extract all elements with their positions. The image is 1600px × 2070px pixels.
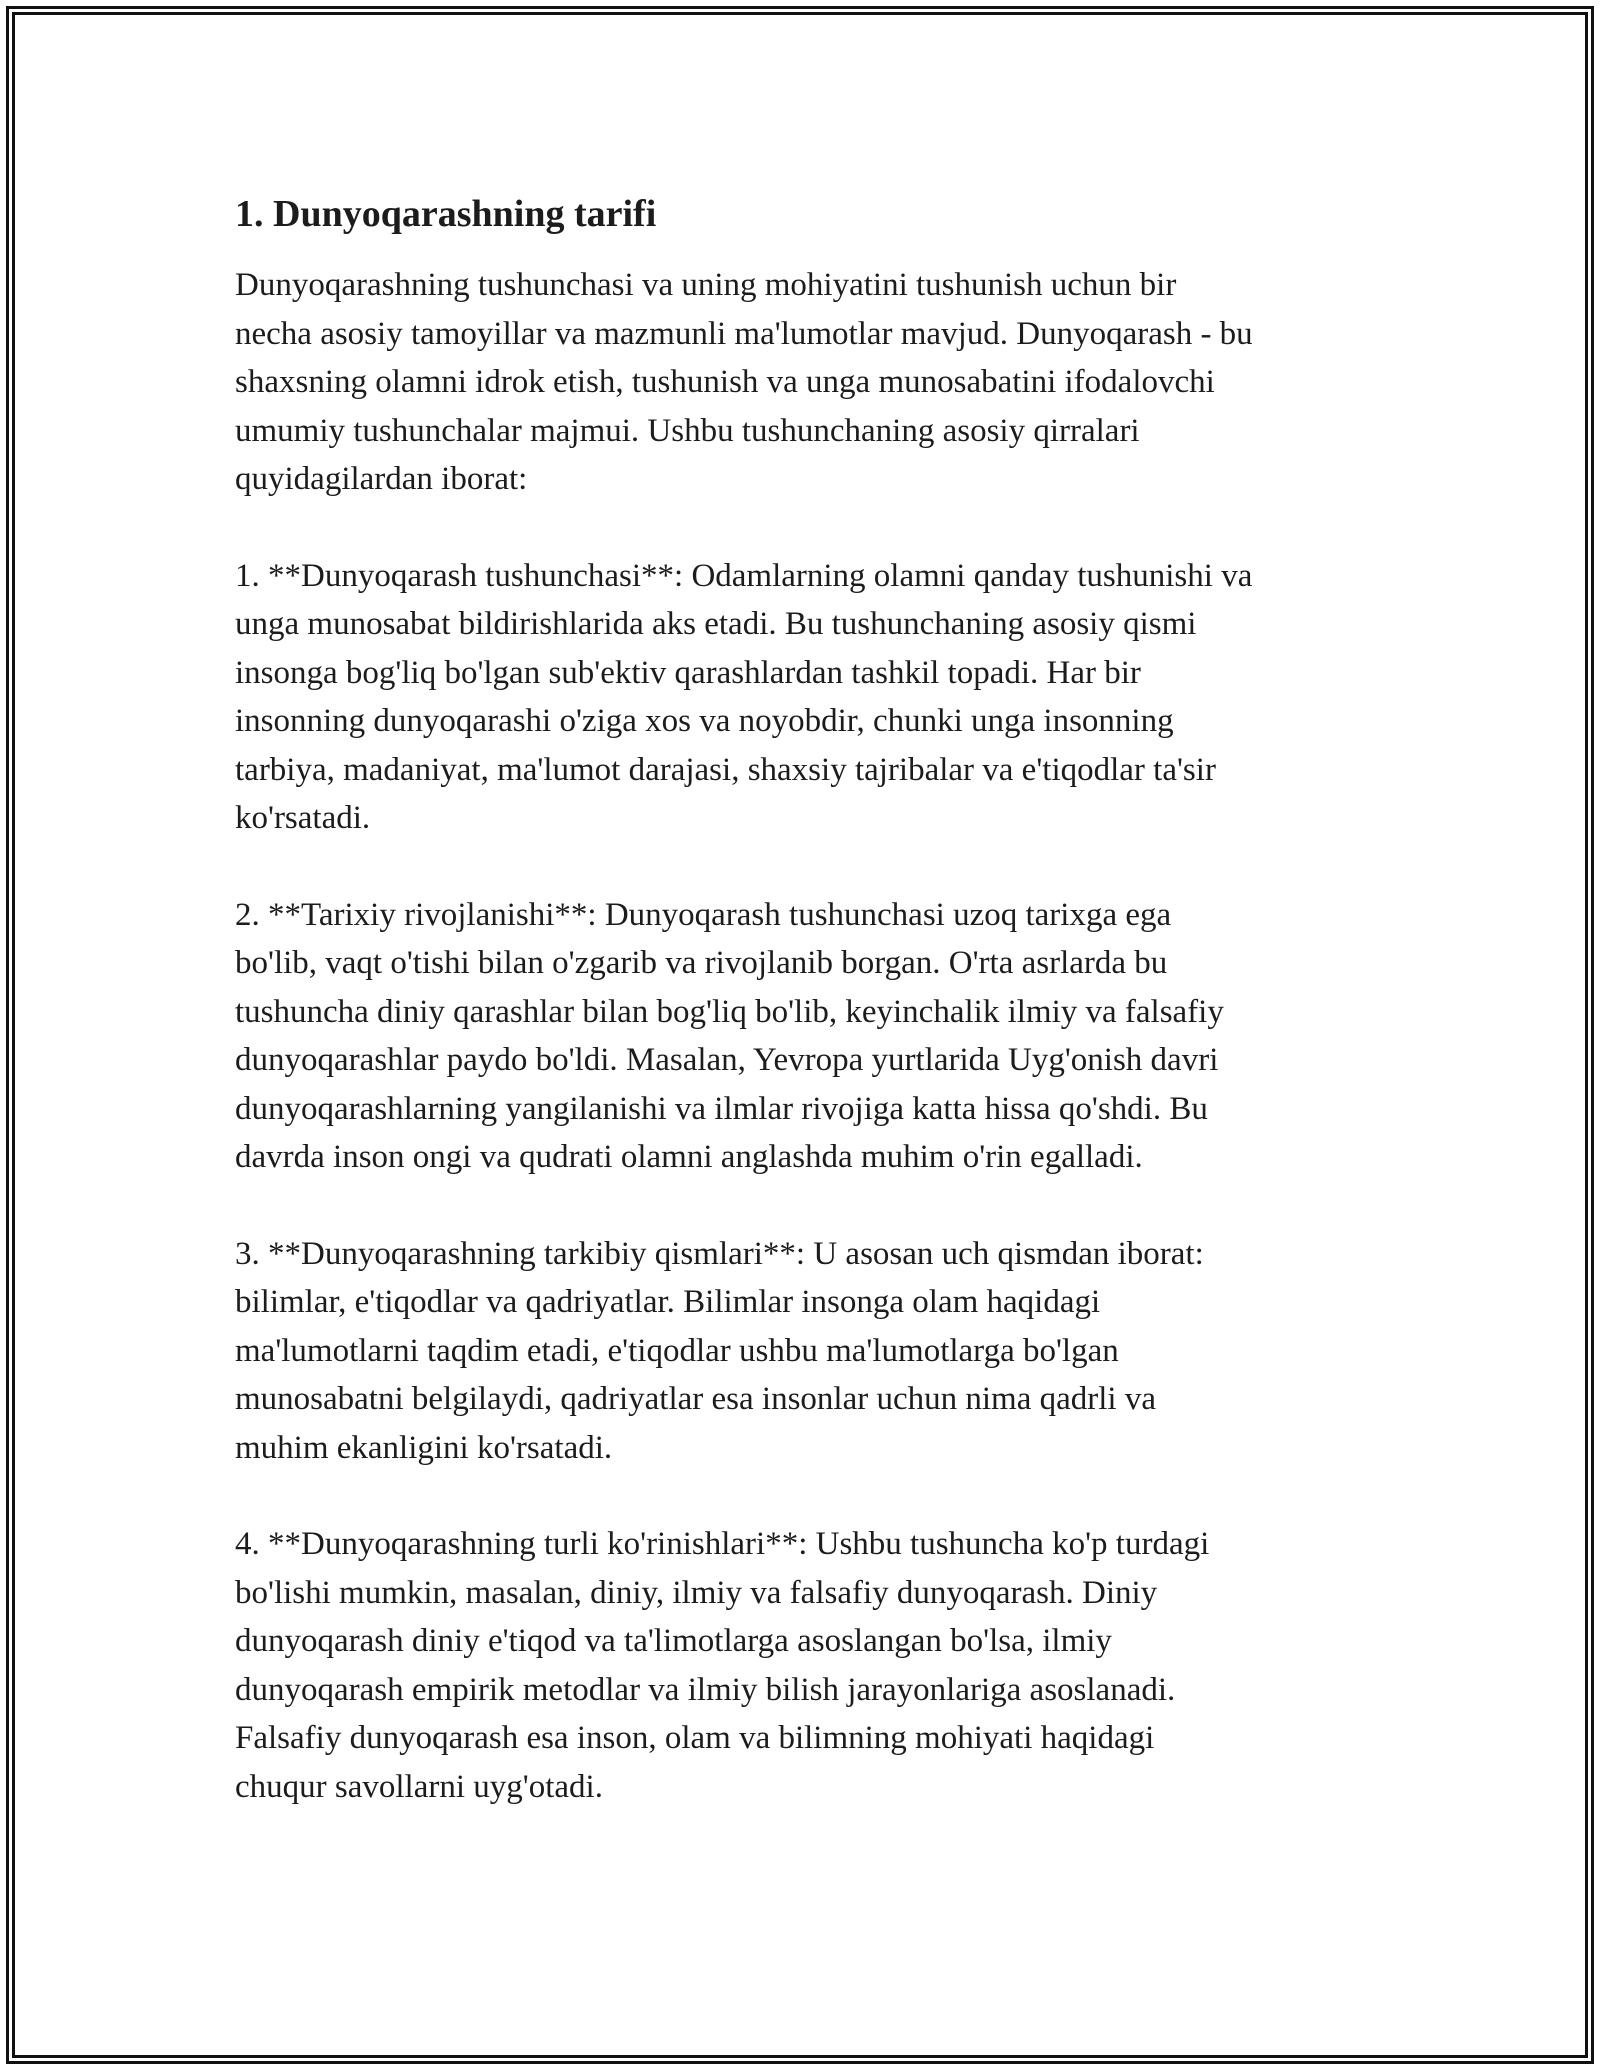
list-item-components: 3. **Dunyoqarashning tarkibiy qismlari**: U asosan uch qismdan iborat: bilimlar, e'tiqodlar va qadriyatlar. Bilimlar insonga olam haqidagi ma'lumotlarni taqdim etadi, e'tiqodlar ushbu ma'lumotlarga bo'lgan munosabatni belgilaydi, qadriyatlar esa insonlar uchun nima qadrli va muhim ekanligini ko'rsatadi. [235, 1235, 1204, 1466]
section-heading: 1. Dunyoqarashning tarifi [235, 193, 657, 235]
document-body [235, 185, 1375, 1859]
list-item-concept: 1. **Dunyoqarash tushunchasi**: Odamlarning olamni qanday tushunishi va unga munosabat bildirishlarida aks etadi. Bu tushunchaning asosiy qismi insonga bog'liq bo'lgan sub'ektiv qarashlardan tashkil topadi. Har bir insonning dunyoqarashi o'ziga xos va noyobdir, chunki unga insonning tarbiya, madaniyat, ma'lumot darajasi, shaxsiy tajribalar va e'tiqodlar ta'sir ko'rsatadi. [235, 557, 1253, 836]
intro-paragraph: Dunyoqarashning tushunchasi va uning mohiyatini tushunish uchun bir necha asosiy tamoyillar va mazmunli ma'lumotlar mavjud. Dunyoqarash - bu shaxsning olamni idrok etish, tushunish va unga munosabatini ifodalovchi umumiy tushunchalar majmui. Ushbu tushunchaning asosiy qirralari quyidagilardan iborat: [235, 267, 1253, 497]
list-item-history: 2. **Tarixiy rivojlanishi**: Dunyoqarash tushunchasi uzoq tarixga ega bo'lib, vaqt o'tishi bilan o'zgarib va rivojlanib borgan. O'rta asrlarda bu tushuncha diniy qarashlar bilan bog'liq bo'lib, keyinchalik ilmiy va falsafiy dunyoqarashlar paydo bo'ldi. Masalan, Yevropa yurtlarida Uyg'onish davri dunyoqarashlarning yangilanishi va ilmlar rivojiga katta hissa qo'shdi. Bu davrda inson ongi va qudrati olamni anglashda muhim o'rin egalladi. [235, 896, 1224, 1175]
list-item-types: 4. **Dunyoqarashning turli ko'rinishlari**: Ushbu tushuncha ko'p turdagi bo'lishi mumkin, masalan, diniy, ilmiy va falsafiy dunyoqarash. Diniy dunyoqarash diniy e'tiqod va ta'limotlarga asoslangan bo'lsa, ilmiy dunyoqarash empirik metodlar va ilmiy bilish jarayonlariga asoslanadi. Falsafiy dunyoqarash esa inson, olam va bilimning mohiyati haqidagi chuqur savollarni uyg'otadi. [235, 1526, 1210, 1805]
